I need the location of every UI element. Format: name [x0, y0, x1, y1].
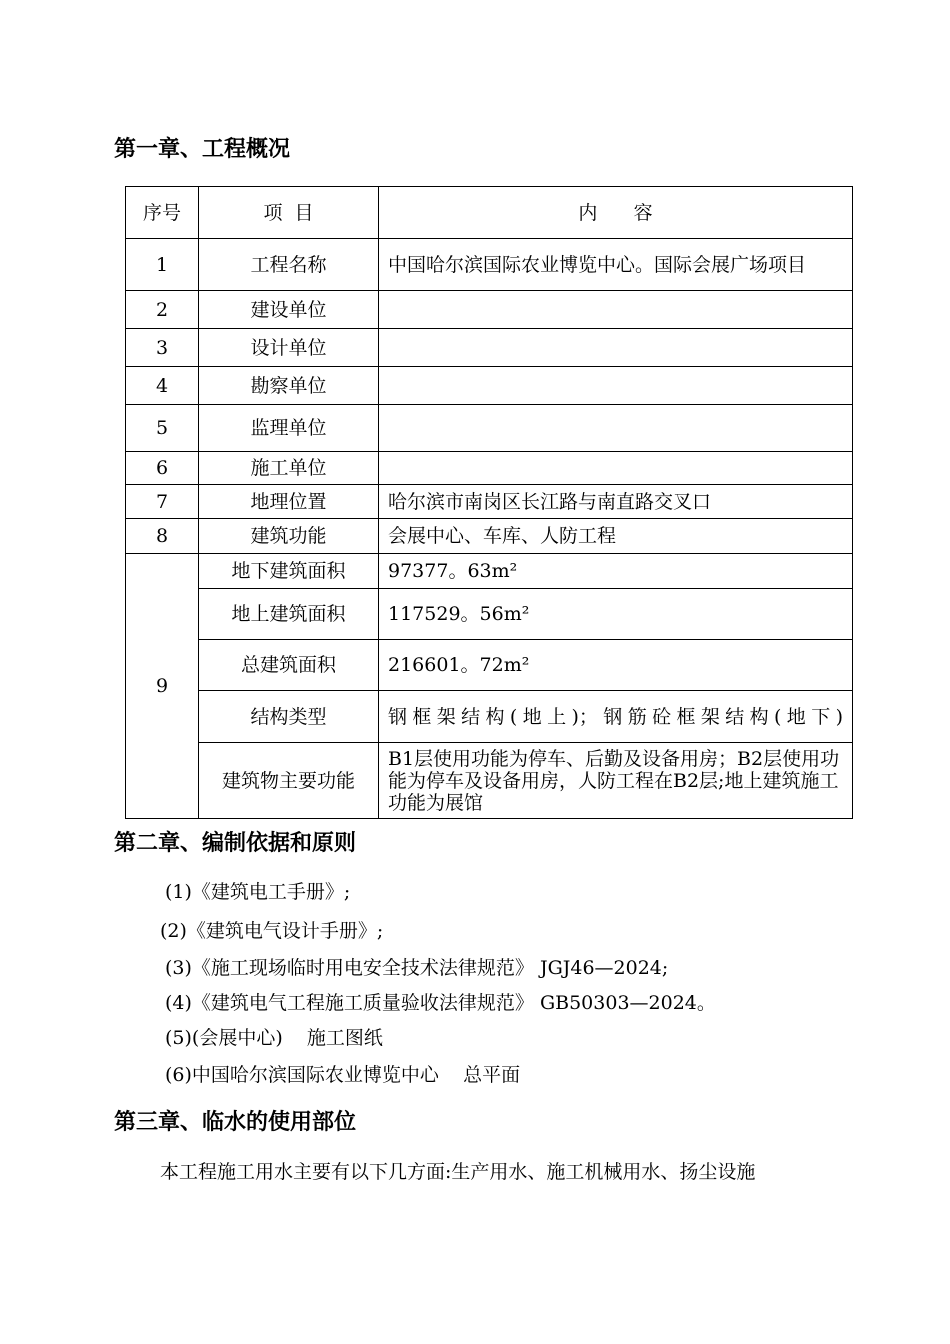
row-item: 设计单位 — [199, 329, 379, 367]
row-no: 6 — [126, 452, 199, 485]
row-value: 97377。63m² — [379, 554, 853, 589]
table-row — [126, 405, 853, 452]
table-row — [126, 239, 853, 291]
row-no: 1 — [126, 239, 199, 291]
row-value: 会展中心、车库、人防工程 — [379, 519, 853, 554]
table-row — [126, 589, 853, 640]
row-item: 总建筑面积 — [199, 640, 379, 691]
row-value: 中国哈尔滨国际农业博览中心。国际会展广场项目 — [379, 239, 853, 291]
table-row — [126, 640, 853, 691]
reference-item: (4)《建筑电气工程施工质量验收法律规范》 GB50303—2024。 — [165, 992, 716, 1014]
header-no: 序号 — [126, 187, 199, 239]
row-item: 结构类型 — [199, 691, 379, 743]
row-value — [379, 452, 853, 485]
row-value — [379, 329, 853, 367]
row-no: 4 — [126, 367, 199, 405]
table-row — [126, 485, 853, 519]
reference-item: (2)《建筑电气设计手册》; — [160, 920, 384, 942]
table-row — [126, 519, 853, 554]
row-item: 监理单位 — [199, 405, 379, 452]
row-no: 5 — [126, 405, 199, 452]
row-item: 勘察单位 — [199, 367, 379, 405]
row-item: 建设单位 — [199, 291, 379, 329]
row-value — [379, 291, 853, 329]
row-no: 2 — [126, 291, 199, 329]
table-header-row — [126, 187, 853, 239]
chapter-3-heading: 第三章、临水的使用部位 — [114, 1110, 357, 1135]
row-value — [379, 367, 853, 405]
row-no: 8 — [126, 519, 199, 554]
chapter-1-heading: 第一章、工程概况 — [114, 137, 291, 162]
row-item: 建筑物主要功能 — [199, 743, 379, 819]
table-row — [126, 291, 853, 329]
row-item: 地上建筑面积 — [199, 589, 379, 640]
row-item: 工程名称 — [199, 239, 379, 291]
row-item: 建筑功能 — [199, 519, 379, 554]
body-paragraph: 本工程施工用水主要有以下几方面:生产用水、施工机械用水、扬尘设施 — [160, 1161, 756, 1183]
header-item: 项 目 — [199, 187, 379, 239]
row-value: B1层使用功能为停车、后勤及设备用房；B2层使用功能为停车及设备用房，人防工程在B2层;地上建筑施工功能为展馆 — [379, 743, 853, 819]
table-row — [126, 329, 853, 367]
row-item: 地理位置 — [199, 485, 379, 519]
table-row — [126, 691, 853, 743]
row-value: 216601。72m² — [379, 640, 853, 691]
row-no: 3 — [126, 329, 199, 367]
reference-item: (6)中国哈尔滨国际农业博览中心 总平面 — [165, 1064, 521, 1086]
row-item: 地下建筑面积 — [199, 554, 379, 589]
reference-item: (5)(会展中心) 施工图纸 — [165, 1027, 383, 1049]
chapter-2-heading: 第二章、编制依据和原则 — [114, 831, 357, 856]
reference-item: (1)《建筑电工手册》; — [165, 881, 351, 903]
row-value: 哈尔滨市南岗区长江路与南直路交叉口 — [379, 485, 853, 519]
project-overview-table — [125, 186, 853, 819]
row-no: 7 — [126, 485, 199, 519]
table-row — [126, 743, 853, 819]
reference-item: (3)《施工现场临时用电安全技术法律规范》 JGJ46—2024; — [165, 957, 669, 979]
table-row — [126, 554, 853, 589]
row-value: 钢框架结构(地上)；钢筋砼框架结构(地下) — [379, 691, 853, 743]
row-value — [379, 405, 853, 452]
table-row — [126, 452, 853, 485]
row-item: 施工单位 — [199, 452, 379, 485]
header-content: 内 容 — [379, 187, 853, 239]
table-row — [126, 367, 853, 405]
row-no: 9 — [126, 554, 199, 819]
row-value: 117529。56m² — [379, 589, 853, 640]
